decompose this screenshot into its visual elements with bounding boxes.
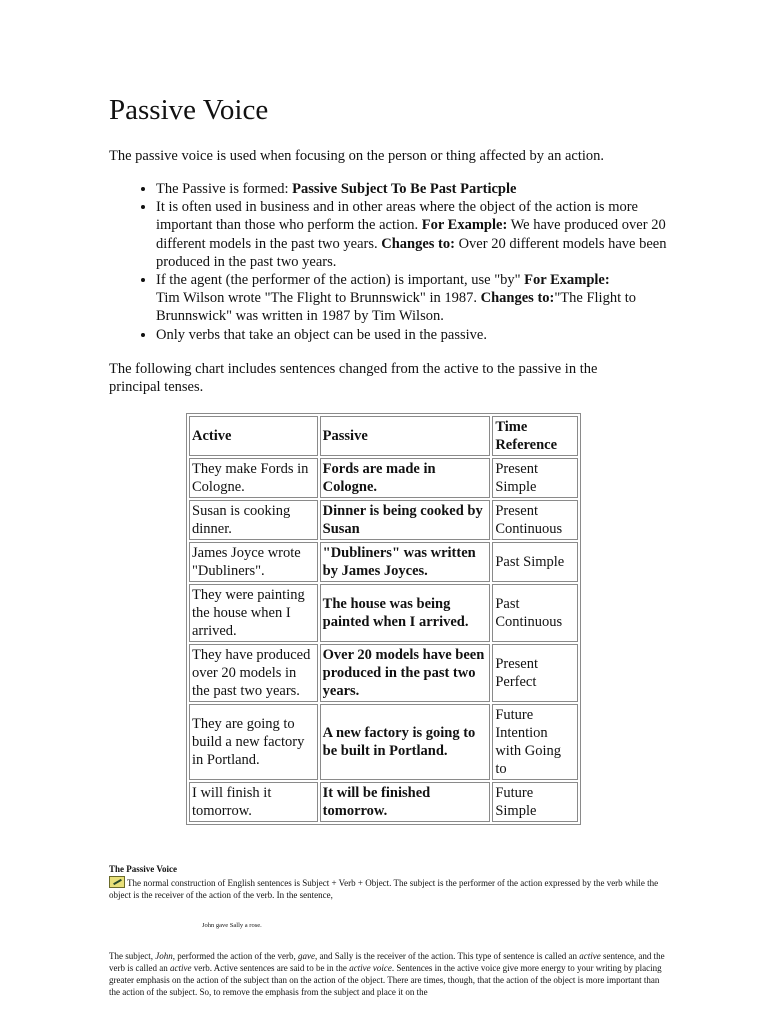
active-cell: They have produced over 20 models in the past two years. xyxy=(189,644,318,702)
pencil-icon xyxy=(109,876,125,888)
table-row xyxy=(189,542,578,582)
section-paragraph-1: The normal construction of English sentences is Subject + Verb + Object. The subject is the performer of the action expressed by the verb while the object is the receiver of the action of the verb. In the sentence, xyxy=(109,878,659,900)
list-item: • If the agent (the performer of the action) is important, use "by" For Example: Tim Wilson wrote "The Flight to Brunnswick" in 1987. Changes to:"The Flight to Brunnswick" was written in 1987 by Tim Wilson. xyxy=(156,271,669,326)
passive-cell: The house was being painted when I arrived. xyxy=(320,584,491,642)
table-header-row xyxy=(189,416,578,456)
time-reference-cell: Past Continuous xyxy=(492,584,578,642)
passive-cell: It will be finished tomorrow. xyxy=(320,782,491,822)
table-row xyxy=(189,644,578,702)
time-reference-cell: Past Simple xyxy=(492,542,578,582)
table-row xyxy=(189,500,578,540)
tenses-table xyxy=(186,413,581,825)
table-row xyxy=(189,704,578,780)
rules-list xyxy=(109,180,669,344)
passive-cell: Over 20 models have been produced in the past two years. xyxy=(320,644,491,702)
passive-cell: A new factory is going to be built in Portland. xyxy=(320,704,491,780)
active-cell: They were painting the house when I arrived. xyxy=(189,584,318,642)
list-item: • It is often used in business and in other areas where the object of the action is more important than those who perform the action. For Example: We have produced over 20 different models in the past two years. Changes to: Over 20 different models have been produced in the past two years. xyxy=(156,198,669,271)
active-cell: They make Fords in Cologne. xyxy=(189,458,318,498)
time-reference-cell: Future Intention with Going to xyxy=(492,704,578,780)
passive-cell: "Dubliners" was written by James Joyces. xyxy=(320,542,491,582)
active-cell: James Joyce wrote "Dubliners". xyxy=(189,542,318,582)
active-cell: I will finish it tomorrow. xyxy=(189,782,318,822)
time-reference-cell: Future Simple xyxy=(492,782,578,822)
passive-cell: Fords are made in Cologne. xyxy=(320,458,491,498)
table-row xyxy=(189,584,578,642)
active-cell: They are going to build a new factory in Portland. xyxy=(189,704,318,780)
time-reference-cell: Present Simple xyxy=(492,458,578,498)
header-time-reference: Time Reference xyxy=(492,416,578,456)
time-reference-cell: Present Perfect xyxy=(492,644,578,702)
time-reference-cell: Present Continuous xyxy=(492,500,578,540)
active-cell: Susan is cooking dinner. xyxy=(189,500,318,540)
section-paragraph-2: The subject, John, performed the action of the verb, gave, and Sally is the receiver of the action. This type of sentence is called an active sentence, and the verb is called an active verb. Active sentences are said to be in the active voice. Sentences in the active voice give more energy to your writing by placing greater emphasis on the action of the subject than on the action of the object. There are times, though, that the action of the object is more important than the action of the subject. So, to remove the emphasis from the subject and place it on the xyxy=(109,951,665,997)
intro-paragraph: The passive voice is used when focusing on the person or thing affected by an action. xyxy=(109,148,605,164)
chart-intro-paragraph: The following chart includes sentences changed from the active to the passive in the principal tenses. xyxy=(109,361,598,395)
list-item: • The Passive is formed: Passive Subject To Be Past Particple xyxy=(156,180,669,198)
table-row xyxy=(189,458,578,498)
table-row xyxy=(189,782,578,822)
passive-cell: Dinner is being cooked by Susan xyxy=(320,500,491,540)
header-active: Active xyxy=(189,416,318,456)
header-passive: Passive xyxy=(320,416,491,456)
section-title: The Passive Voice xyxy=(109,864,178,874)
list-item: • Only verbs that take an object can be used in the passive. xyxy=(156,326,669,344)
example-sentence: John gave Sally a rose. xyxy=(202,922,262,929)
page-title: Passive Voice xyxy=(109,94,269,126)
